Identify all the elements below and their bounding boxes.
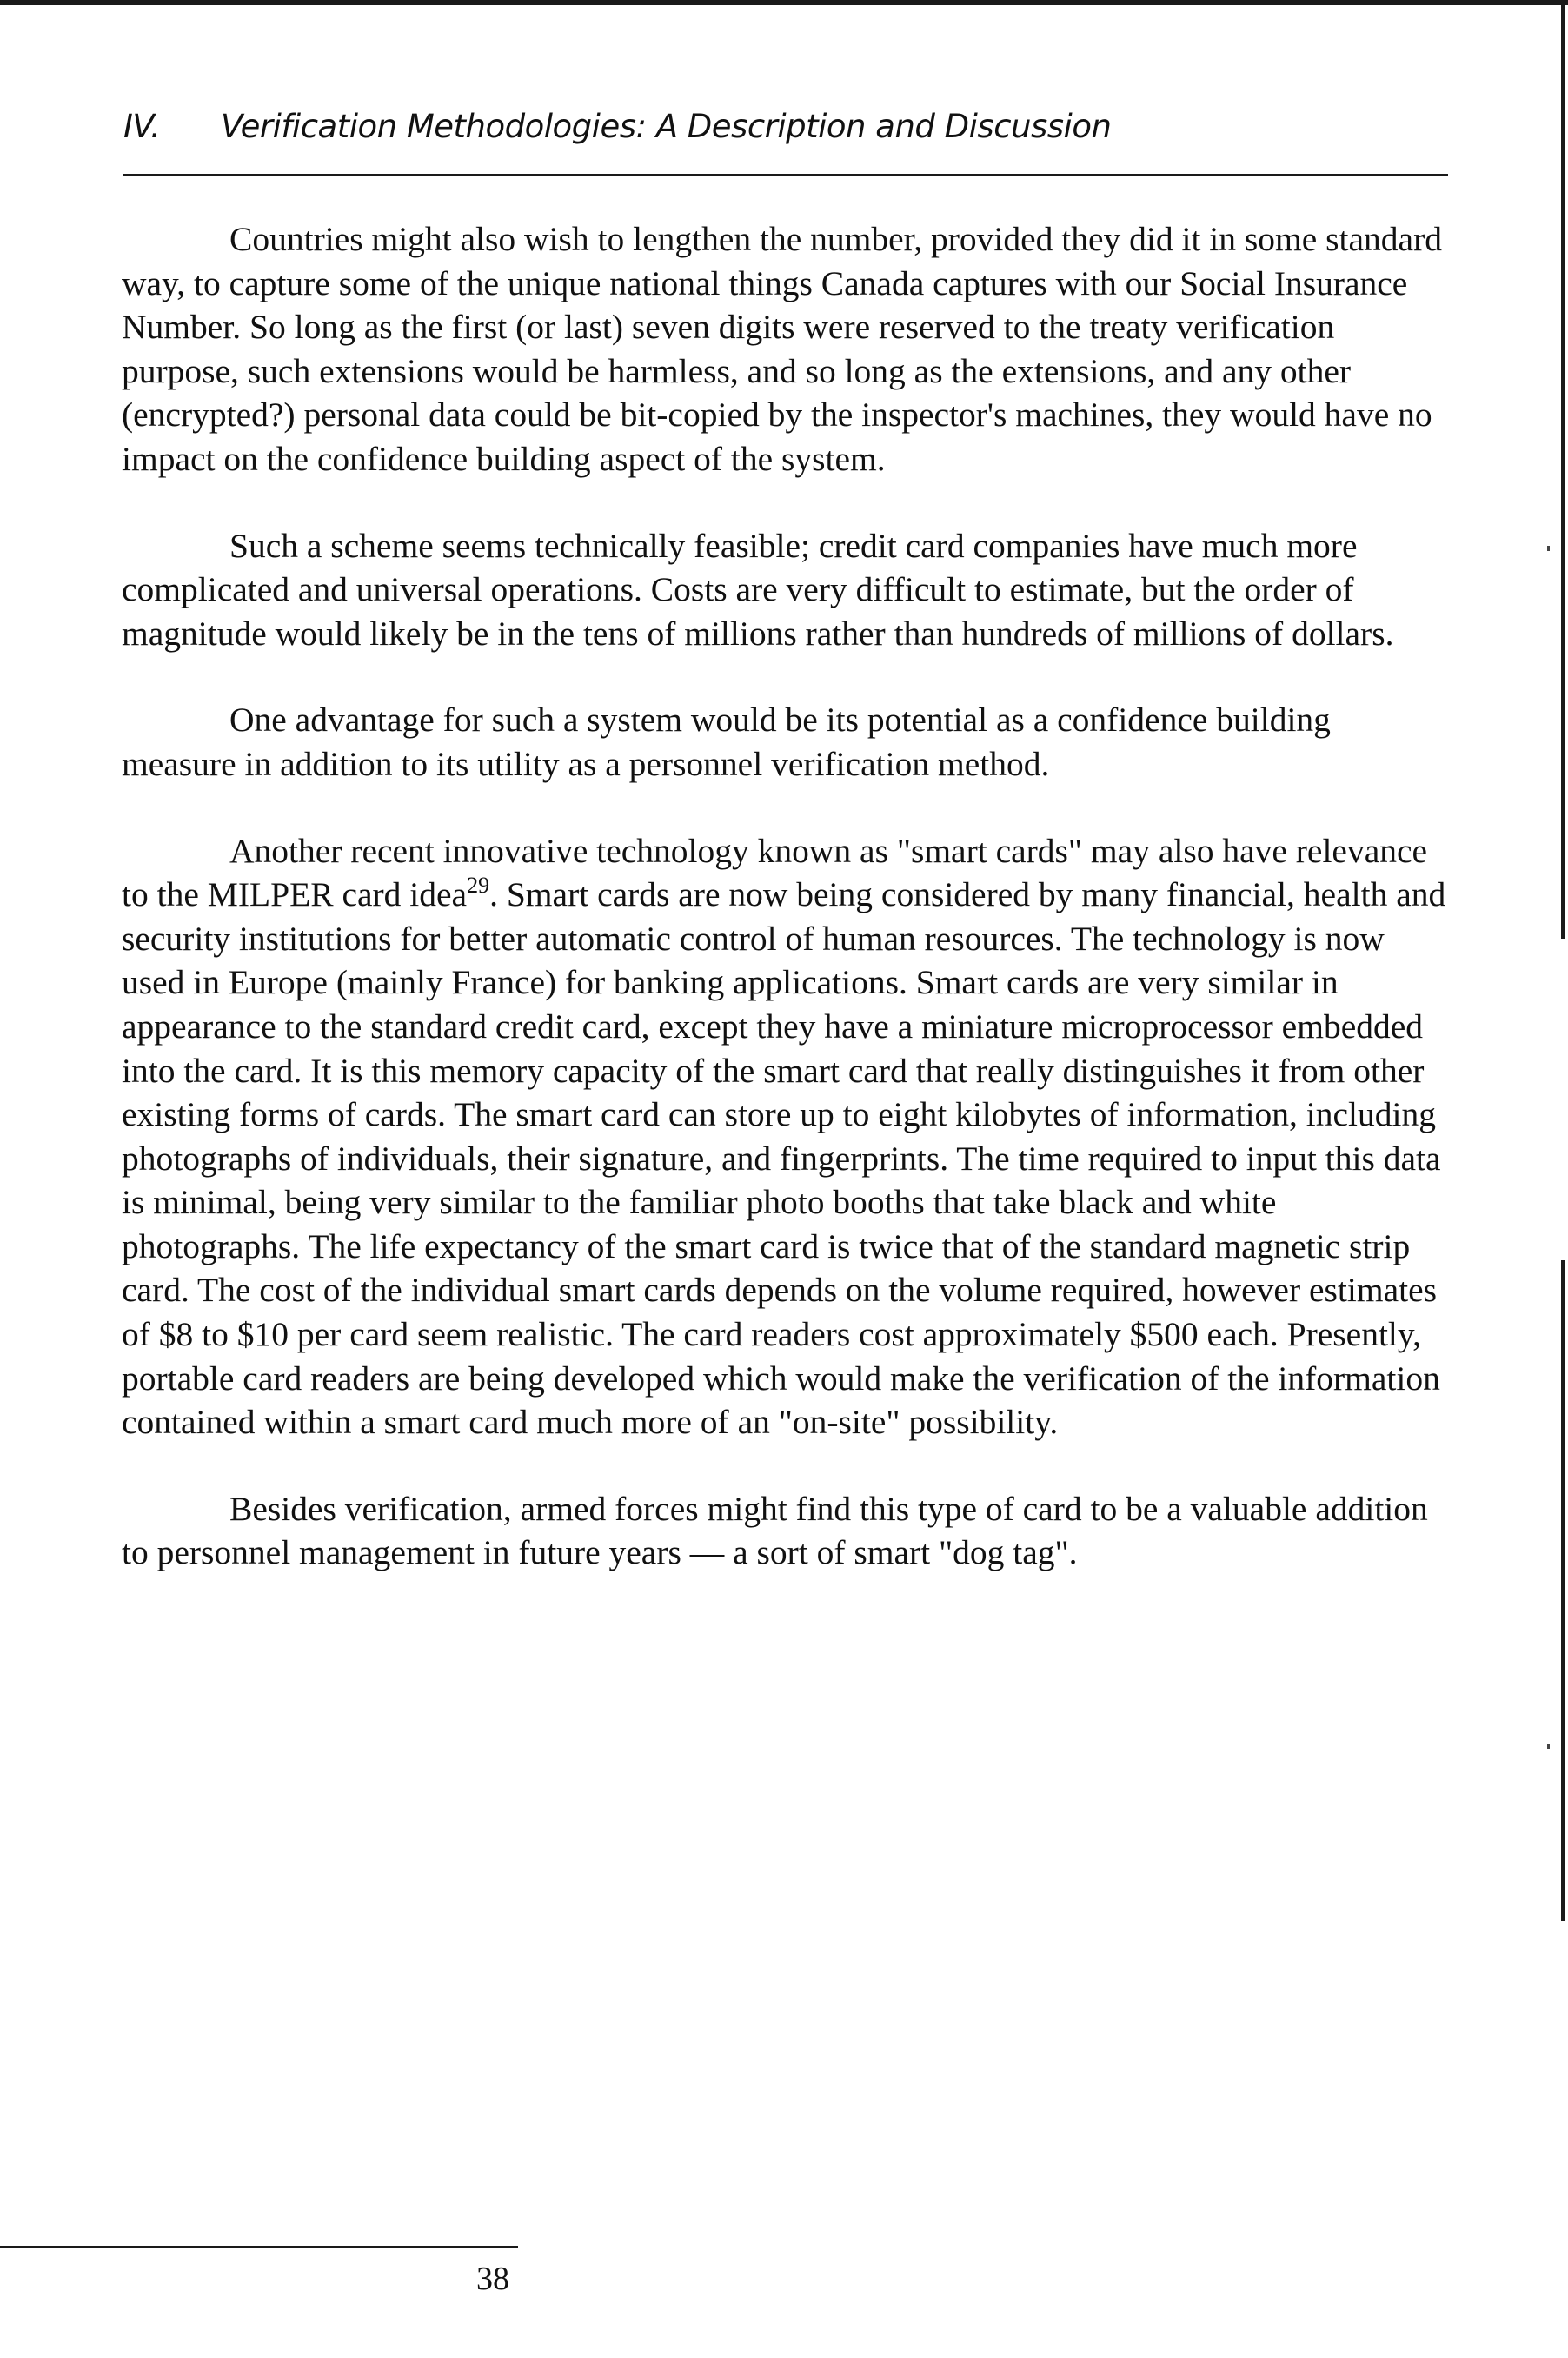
body-text	[122, 217, 1452, 1617]
scan-speck	[1547, 1744, 1550, 1749]
section-number: IV.	[123, 108, 161, 145]
footer-rule	[0, 2246, 518, 2248]
scan-right-border	[1561, 0, 1565, 939]
paragraph-text: Another recent innovative technology known as "smart cards" may also have relevance to the MILPER card idea	[122, 831, 1428, 914]
scan-speck	[1547, 546, 1550, 551]
paragraph	[122, 829, 1452, 1445]
running-header	[123, 108, 1445, 145]
header-rule	[123, 174, 1448, 176]
paragraph-text: . Smart cards are now being considered by many financial, health and security institutions for better automatic control of human resources. The technology is now used in Europe (mainly France) for banking applications. Smart cards are very similar in appearance to the standard credit card, except they have a miniature microprocessor embedded into the card. It is this memory capacity of the smart card that really distinguishes it from other existing forms of cards. The smart card can store up to eight kilobytes of information, including photographs of individuals, their signature, and fingerprints. The time required to input this data is minimal, being very similar to the familiar photo booths that take black and white photographs. The life expectancy of the smart card is twice that of the standard magnetic strip card. The cost of the individual smart cards depends on the volume required, however estimates of $8 to $10 per card seem realistic. The card readers cost approximately $500 each. Presently, portable card readers are being developed which would make the verification of the information contained within a smart card much more of an "on-site" possibility.	[122, 875, 1446, 1442]
paragraph: Besides verification, armed forces might find this type of card to be a valuable addition to personnel management in future years — a sort of smart "dog tag".	[122, 1489, 1428, 1572]
footnote-reference: 29	[467, 873, 490, 899]
paragraph: One advantage for such a system would be its potential as a confidence building measure in addition to its utility as a personnel verification method.	[122, 701, 1331, 783]
paragraph: Countries might also wish to lengthen the number, provided they did it in some standard way, to capture some of the unique national things Canada captures with our Social Insurance Number. So long as the first (or last) seven digits were reserved to the treaty verification purpose, such extensions would be harmless, and so long as the extensions, and any other (encrypted?) personal data could be bit-copied by the inspector's machines, they would have no impact on the confidence building aspect of the system.	[122, 220, 1442, 478]
page-number: 38	[476, 2261, 509, 2297]
scan-right-border-lower	[1561, 1260, 1565, 1921]
scan-top-border	[0, 0, 1568, 5]
paragraph: Such a scheme seems technically feasible; credit card companies have much more complicated and universal operations. Costs are very difficult to estimate, but the order of magnitude would likely be in the tens of millions rather than hundreds of millions of dollars.	[122, 526, 1394, 653]
section-title: Verification Methodologies: A Description and Discussion	[221, 108, 1112, 145]
